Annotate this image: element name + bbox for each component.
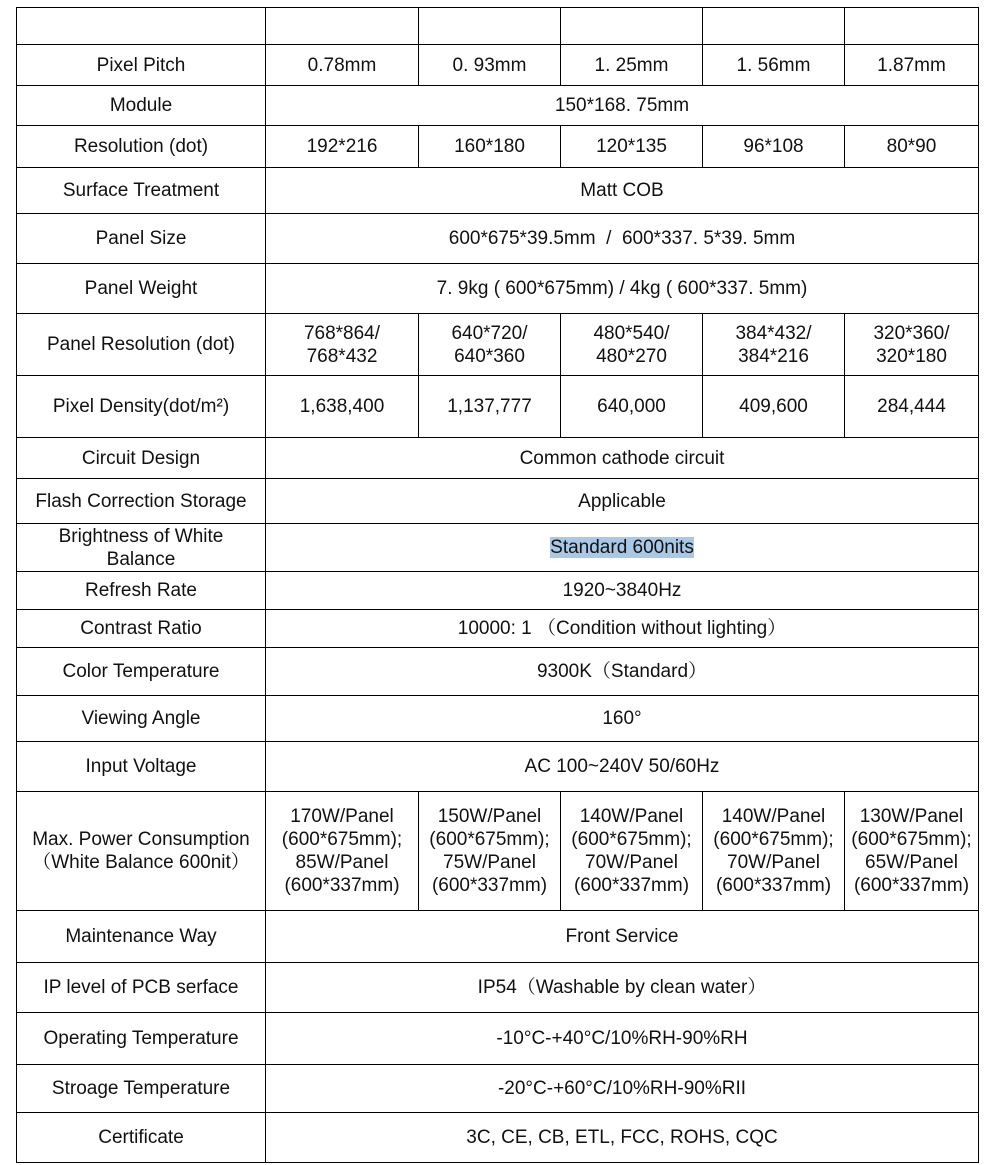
row-label: Color Temperature <box>17 648 266 696</box>
row-label: Certificate <box>17 1113 266 1163</box>
panel-weight-row <box>17 264 979 314</box>
value-cell: 140W/Panel (600*675mm); 70W/Panel (600*337mm) <box>561 792 703 911</box>
row-label: Pixel Density(dot/m²) <box>17 376 266 438</box>
row-label: Resolution (dot) <box>17 126 266 168</box>
row-label: IP level of PCB serface <box>17 963 266 1013</box>
value-cell: 160° <box>266 696 979 742</box>
row-label: Contrast Ratio <box>17 610 266 648</box>
row-label: Pixel Pitch <box>17 45 266 86</box>
value-cell: 320*360/ 320*180 <box>845 314 979 376</box>
header-cell <box>561 8 703 45</box>
value-cell: 480*540/ 480*270 <box>561 314 703 376</box>
value-cell: 284,444 <box>845 376 979 438</box>
ip-level-row <box>17 963 979 1013</box>
value-cell: 96*108 <box>703 126 845 168</box>
value-cell: 1. 25mm <box>561 45 703 86</box>
row-label: Module <box>17 86 266 126</box>
value-cell: 1,638,400 <box>266 376 419 438</box>
value-cell: 409,600 <box>703 376 845 438</box>
value-cell: -10°C-+40°C/10%RH-90%RH <box>266 1013 979 1065</box>
pixel-pitch-row <box>17 45 979 86</box>
header-cell <box>703 8 845 45</box>
value-cell: 130W/Panel (600*675mm); 65W/Panel (600*337mm) <box>845 792 979 911</box>
row-label: Circuit Design <box>17 438 266 479</box>
operating-temperature-row <box>17 1013 979 1065</box>
row-label: Panel Weight <box>17 264 266 314</box>
row-label: Panel Resolution (dot) <box>17 314 266 376</box>
spec-table <box>16 7 979 1163</box>
certificate-row <box>17 1113 979 1163</box>
value-cell: 384*432/ 384*216 <box>703 314 845 376</box>
header-cell <box>17 8 266 45</box>
row-label: Flash Correction Storage <box>17 479 266 524</box>
value-cell: IP54（Washable by clean water） <box>266 963 979 1013</box>
panel-resolution-row <box>17 314 979 376</box>
selected-text[interactable]: Standard 600nits <box>550 537 694 558</box>
value-cell: Matt COB <box>266 168 979 214</box>
value-cell: 120*135 <box>561 126 703 168</box>
value-cell: 640*720/ 640*360 <box>419 314 561 376</box>
value-cell: 80*90 <box>845 126 979 168</box>
row-label: Panel Size <box>17 214 266 264</box>
value-cell: Applicable <box>266 479 979 524</box>
row-label: Surface Treatment <box>17 168 266 214</box>
value-cell: 0. 93mm <box>419 45 561 86</box>
value-cell: 640,000 <box>561 376 703 438</box>
row-label: Maintenance Way <box>17 911 266 963</box>
viewing-angle-row <box>17 696 979 742</box>
row-label: Input Voltage <box>17 742 266 792</box>
value-cell: 160*180 <box>419 126 561 168</box>
value-cell: 600*675*39.5mm / 600*337. 5*39. 5mm <box>266 214 979 264</box>
surface-treatment-row <box>17 168 979 214</box>
header-row <box>17 8 979 45</box>
value-cell: 1.87mm <box>845 45 979 86</box>
row-label: Stroage Temperature <box>17 1065 266 1113</box>
value-cell: Common cathode circuit <box>266 438 979 479</box>
header-cell <box>845 8 979 45</box>
refresh-rate-row <box>17 572 979 610</box>
value-cell: 150*168. 75mm <box>266 86 979 126</box>
value-cell: 1. 56mm <box>703 45 845 86</box>
module-row <box>17 86 979 126</box>
row-label: Brightness of White Balance <box>17 524 266 572</box>
flash-correction-row <box>17 479 979 524</box>
header-cell <box>266 8 419 45</box>
value-cell: 170W/Panel (600*675mm); 85W/Panel (600*337mm) <box>266 792 419 911</box>
row-label: Refresh Rate <box>17 572 266 610</box>
value-cell: 10000: 1 （Condition without lighting） <box>266 610 979 648</box>
power-consumption-row <box>17 792 979 911</box>
value-cell: 768*864/ 768*432 <box>266 314 419 376</box>
value-cell: 150W/Panel (600*675mm); 75W/Panel (600*337mm) <box>419 792 561 911</box>
value-cell <box>266 524 979 572</box>
input-voltage-row <box>17 742 979 792</box>
row-label: Max. Power Consumption （White Balance 600nit） <box>17 792 266 911</box>
row-label: Viewing Angle <box>17 696 266 742</box>
value-cell: 1920~3840Hz <box>266 572 979 610</box>
maintenance-way-row <box>17 911 979 963</box>
value-cell: Front Service <box>266 911 979 963</box>
row-label: Operating Temperature <box>17 1013 266 1065</box>
resolution-row <box>17 126 979 168</box>
value-cell: 3C, CE, CB, ETL, FCC, ROHS, CQC <box>266 1113 979 1163</box>
value-cell: AC 100~240V 50/60Hz <box>266 742 979 792</box>
value-cell: 0.78mm <box>266 45 419 86</box>
value-cell: 1,137,777 <box>419 376 561 438</box>
brightness-row <box>17 524 979 572</box>
value-cell: -20°C-+60°C/10%RH-90%RII <box>266 1065 979 1113</box>
contrast-ratio-row <box>17 610 979 648</box>
panel-size-row <box>17 214 979 264</box>
pixel-density-row <box>17 376 979 438</box>
value-cell: 192*216 <box>266 126 419 168</box>
storage-temperature-row <box>17 1065 979 1113</box>
value-cell: 140W/Panel (600*675mm); 70W/Panel (600*337mm) <box>703 792 845 911</box>
value-cell: 7. 9kg ( 600*675mm) / 4kg ( 600*337. 5mm) <box>266 264 979 314</box>
color-temperature-row <box>17 648 979 696</box>
value-cell: 9300K（Standard） <box>266 648 979 696</box>
circuit-design-row <box>17 438 979 479</box>
header-cell <box>419 8 561 45</box>
